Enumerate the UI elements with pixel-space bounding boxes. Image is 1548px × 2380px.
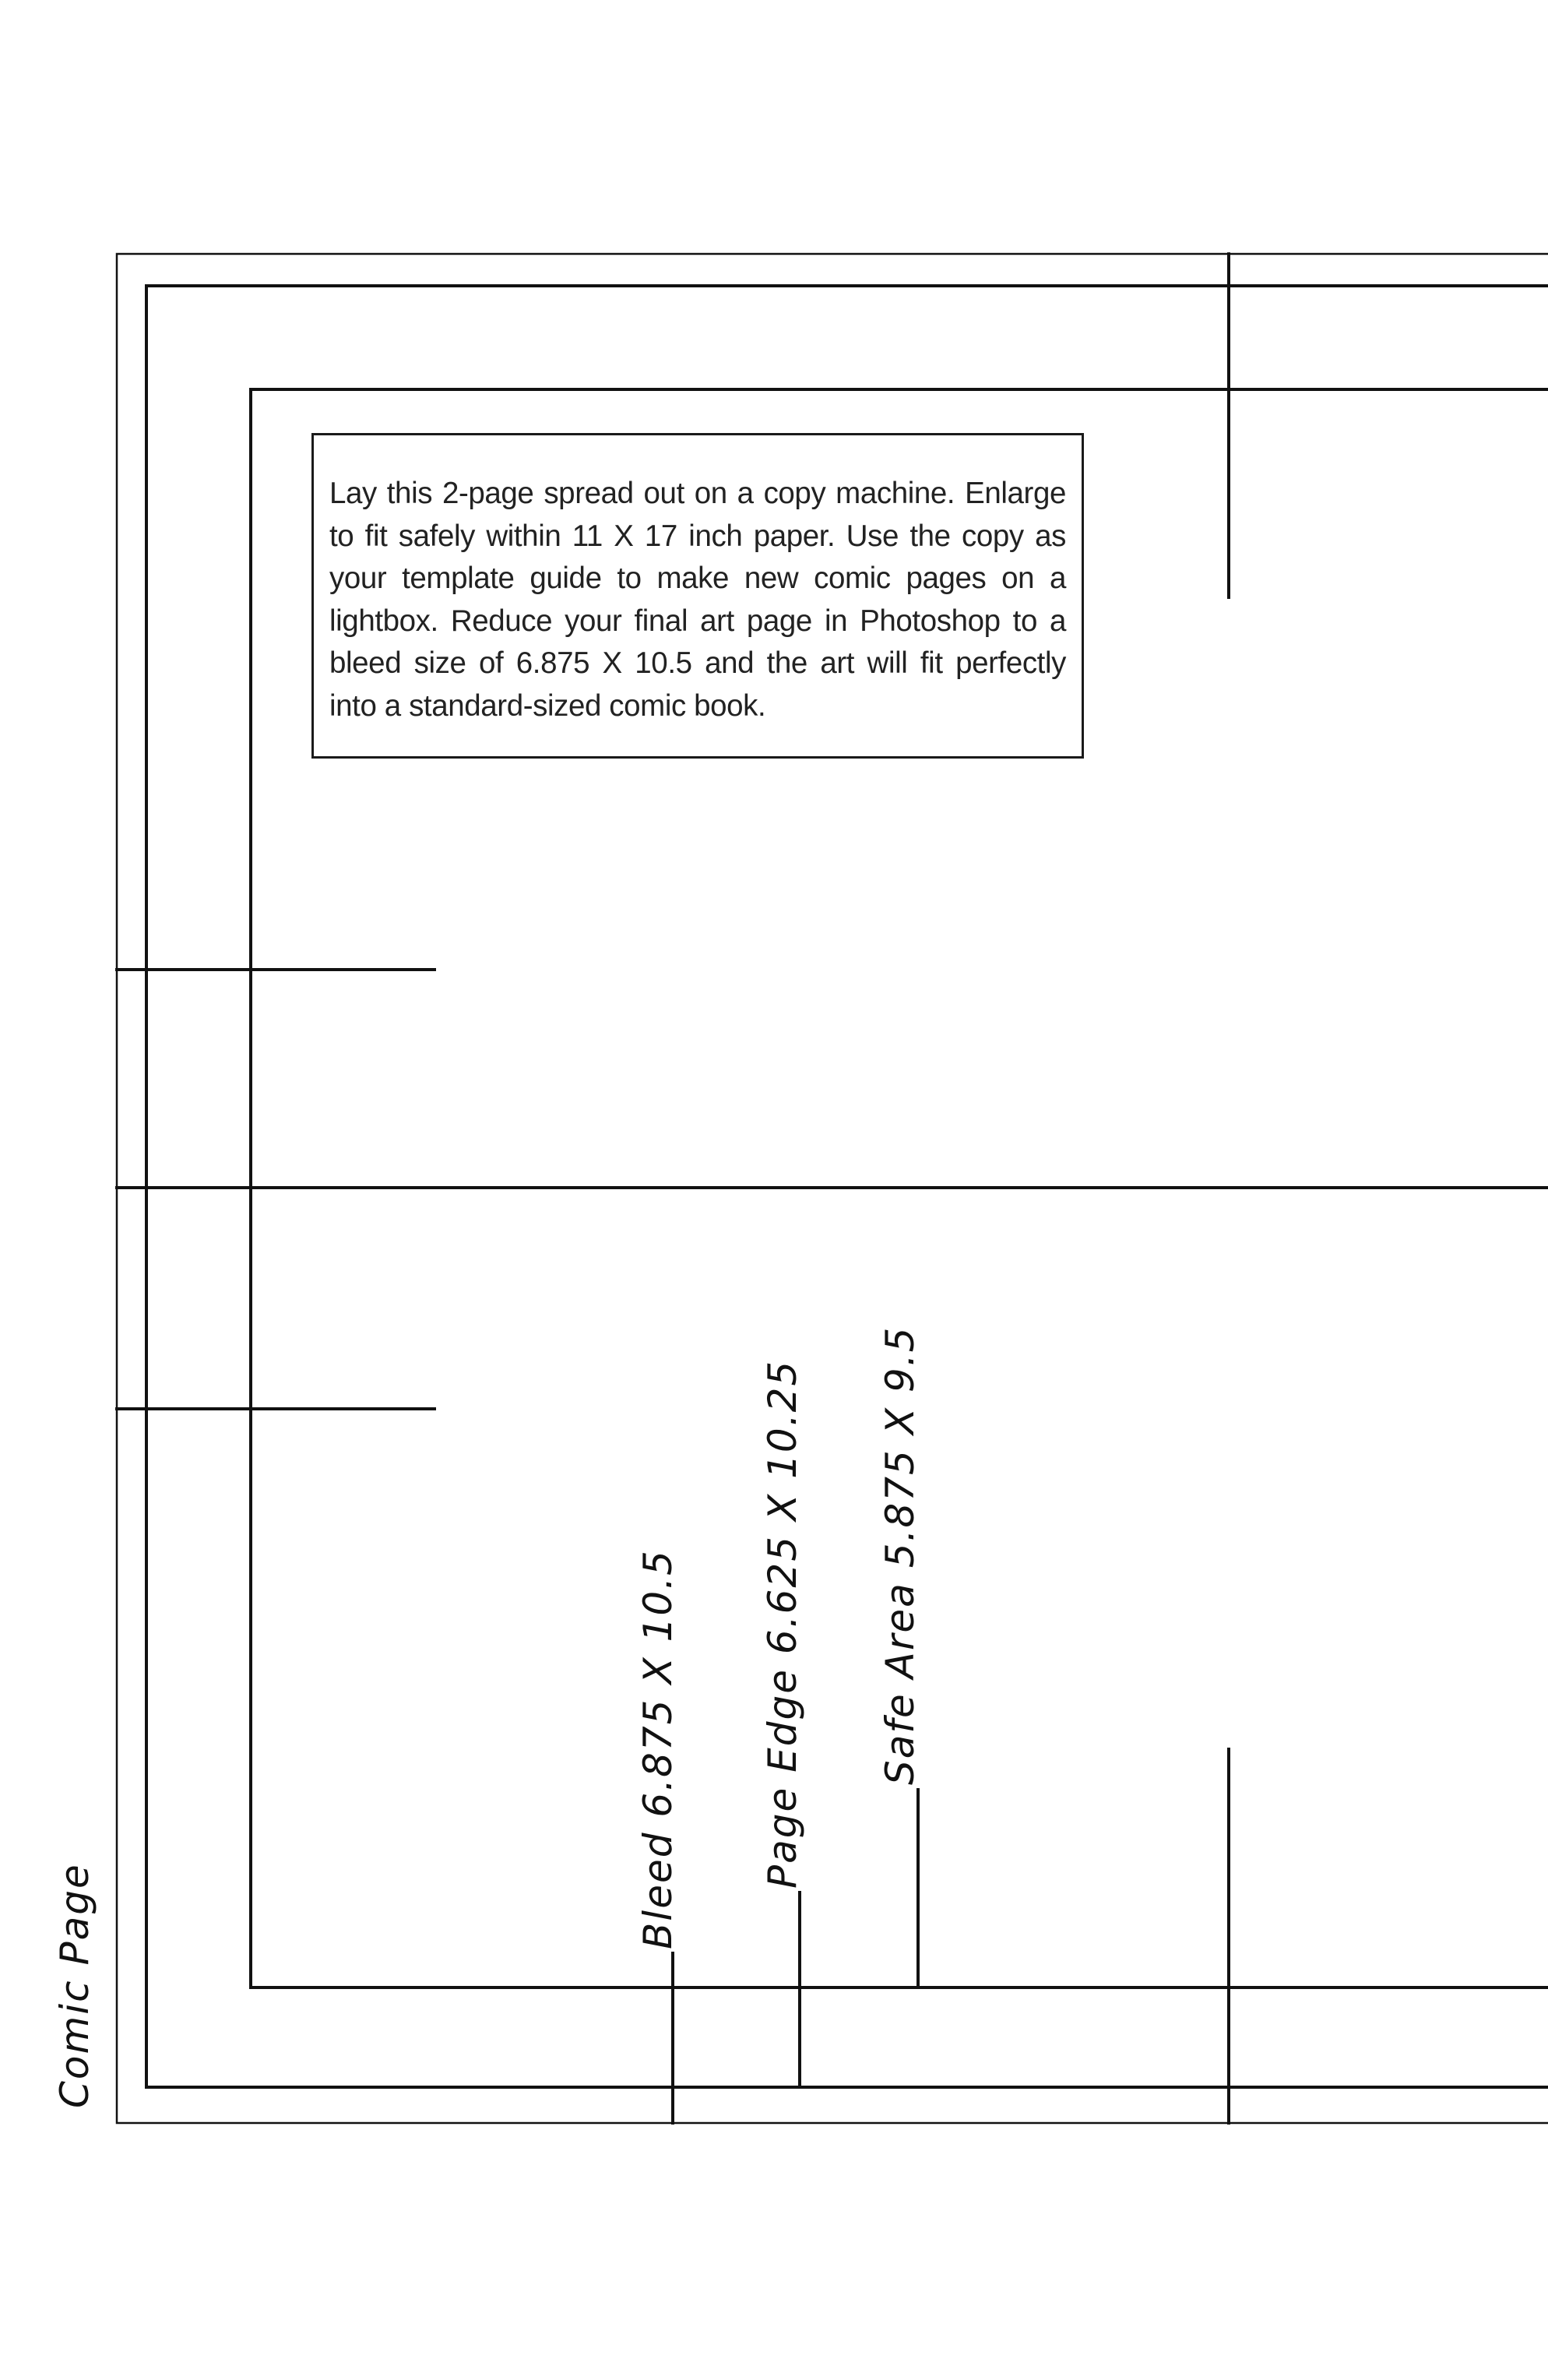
instructions-box — [311, 433, 1084, 759]
instructions-text: Lay this 2-page spread out on a copy machine. Enlarge to fit safely within 11 X 17 inch paper. Use the copy as your template guide to make new comic pages on a lightbox. Reduce your final art page in Photoshop to a bleed size of 6.875 X 10.5 and the art will fit perfectly into a standard-sized comic book. — [329, 477, 1066, 723]
safe-area-label: Safe Area 5.875 X 9.5 — [878, 1326, 923, 1785]
comic-page-label: Comic Page — [52, 1863, 97, 2108]
page-edge-label: Page Edge 6.625 X 10.25 — [760, 1359, 805, 1889]
bleed-label: Bleed 6.875 X 10.5 — [635, 1549, 681, 1949]
